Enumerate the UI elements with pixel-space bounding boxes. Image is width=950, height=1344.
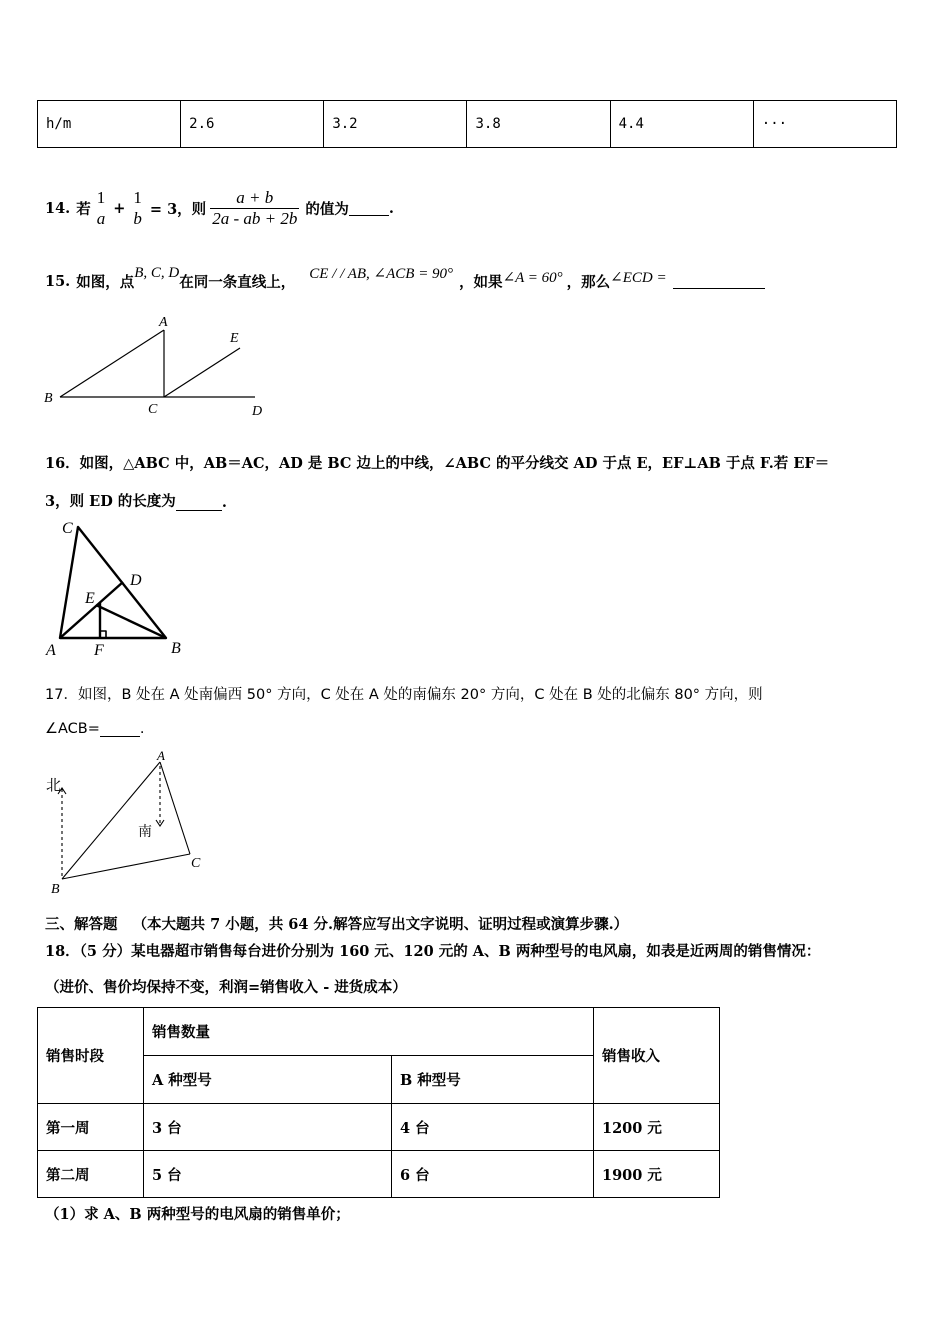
line-ce	[164, 348, 240, 397]
line-bc	[62, 854, 190, 879]
table-cell: 2.6	[181, 101, 324, 148]
table-cell: 6 台	[392, 1151, 594, 1198]
table-row	[38, 1104, 720, 1151]
question-text: = 3，则	[149, 200, 207, 218]
question-text: .	[221, 494, 227, 511]
answer-blank	[349, 201, 389, 216]
section-note: （本大题共 7 小题，共 64 分.解答应写出文字说明、证明过程或演算步骤.）	[132, 916, 629, 933]
table-cell: 3.8	[467, 101, 610, 148]
label-north: 北	[46, 776, 62, 794]
header-type-b: B 种型号	[392, 1056, 594, 1104]
answer-blank	[673, 274, 765, 289]
numerator: a + b	[236, 187, 274, 207]
label-b: B	[51, 882, 60, 897]
question-text: .	[139, 721, 145, 737]
question-18-line2: （进价、售价均保持不变，利润=销售收入 - 进货成本）	[45, 979, 407, 996]
label-c: C	[191, 856, 201, 871]
label-d: D	[252, 404, 263, 419]
question-text: 的值为	[305, 200, 349, 218]
denominator: a	[96, 208, 106, 228]
question-17-line2	[45, 721, 145, 737]
label-f: F	[94, 642, 104, 659]
answer-blank	[176, 496, 222, 511]
fraction	[210, 188, 299, 229]
sales-table	[37, 1007, 720, 1198]
table-cell: h/m	[38, 101, 181, 148]
table-cell: 1900 元	[594, 1151, 720, 1198]
fraction	[95, 188, 108, 229]
question-14	[45, 178, 394, 238]
label-a: A	[46, 642, 56, 659]
operator: +	[113, 199, 126, 217]
label-e: E	[230, 331, 239, 346]
question-17-line1: 17．如图，B 处在 A 处南偏西 50° 方向，C 处在 A 处的南偏东 20° 方向，C 处在 B 处的北偏东 80° 方向，则	[45, 687, 763, 703]
question-text: ∠ACB=	[45, 721, 100, 737]
line-ba	[62, 762, 160, 879]
label-e: E	[85, 590, 95, 607]
question-text: 如图，点	[76, 273, 135, 291]
numerator: 1	[133, 187, 142, 207]
question-number: 15.	[45, 272, 71, 290]
math-expression: B, C, D	[134, 264, 180, 281]
table-cell: 3 台	[144, 1104, 392, 1151]
label-a: A	[159, 315, 168, 330]
table-cell: 第一周	[38, 1104, 144, 1151]
figure-17	[40, 748, 215, 898]
table-cell: ···	[753, 101, 896, 148]
question-text: ，那么	[566, 273, 611, 291]
table-row	[38, 1151, 720, 1198]
triangle-abc	[60, 527, 166, 638]
label-b: B	[171, 640, 181, 657]
denominator: 2a - ab + 2b	[212, 208, 298, 228]
header-quantity: 销售数量	[144, 1008, 594, 1056]
label-a: A	[157, 748, 165, 763]
math-expression: CE / / AB, ∠ACB = 90°	[309, 265, 454, 282]
header-period: 销售时段	[38, 1008, 144, 1104]
question-18-line1: 18．（5 分）某电器超市销售每台进价分别为 160 元、120 元的 A、B 两种型号的电风扇，如表是近两周的销售情况：	[45, 943, 821, 960]
label-c: C	[62, 520, 73, 537]
question-16-line1: 16．如图，△ABC 中，AB＝AC，AD 是 BC 边上的中线，∠ABC 的平分线交 AD 于点 E，EF⊥AB 于点 F.若 EF＝	[45, 455, 830, 472]
question-text: 3，则 ED 的长度为	[45, 493, 176, 510]
label-south: 南	[138, 824, 152, 840]
question-number: 14.	[45, 199, 71, 217]
question-16-line2	[45, 490, 227, 511]
header-revenue: 销售收入	[594, 1008, 720, 1104]
section-3-heading	[45, 913, 628, 934]
figure-16	[40, 515, 200, 660]
question-18-part-1: （1）求 A、B 两种型号的电风扇的销售单价；	[45, 1206, 350, 1223]
math-expression: ∠A = 60°	[502, 269, 563, 286]
fraction	[131, 188, 144, 229]
label-c: C	[148, 402, 158, 417]
table-row	[38, 1008, 720, 1056]
table-cell: 4 台	[392, 1104, 594, 1151]
label-b: B	[44, 391, 53, 406]
table-cell: 4.4	[610, 101, 753, 148]
figure-15	[40, 312, 280, 422]
table-cell: 3.2	[324, 101, 467, 148]
height-table	[37, 100, 897, 148]
label-d: D	[130, 572, 142, 589]
table-cell: 1200 元	[594, 1104, 720, 1151]
line-ab	[60, 330, 164, 397]
section-title: 三、解答题	[45, 916, 118, 933]
question-text: 若	[76, 200, 91, 218]
answer-blank	[100, 722, 140, 737]
question-15	[45, 264, 765, 298]
math-expression: ∠ECD =	[610, 269, 667, 286]
line-ac	[160, 762, 190, 854]
question-text: ，如果	[459, 273, 503, 291]
denominator: b	[133, 208, 142, 228]
numerator: 1	[96, 187, 106, 207]
table-cell: 5 台	[144, 1151, 392, 1198]
table-cell: 第二周	[38, 1151, 144, 1198]
header-type-a: A 种型号	[144, 1056, 392, 1104]
question-text: 在同一条直线上，	[179, 273, 296, 291]
table-row	[38, 101, 897, 148]
question-text: .	[388, 199, 394, 217]
